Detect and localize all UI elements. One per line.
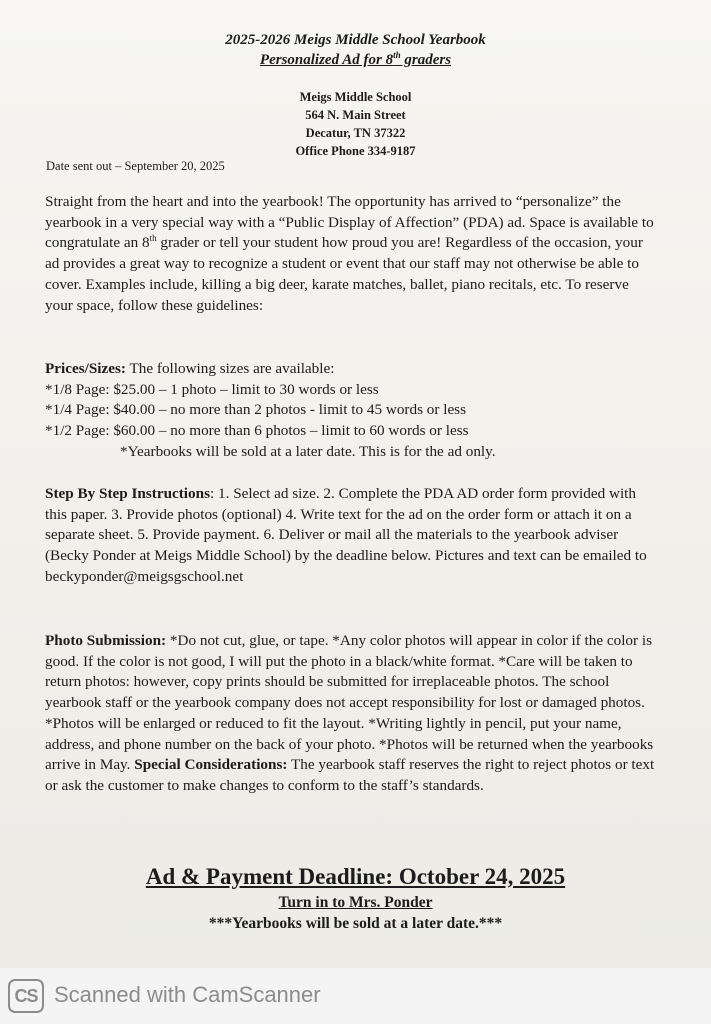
intro-paragraph [45, 192, 655, 316]
steps-text: : 1. Select ad size. 2. Complete the PDA AD order form provided with this paper. 3. Provide photos (optional) 4. Write text for the ad on the order form or attach it on a separate sheet. 5. Provide payment. 6. Deliver or mail all the materials to the yearbook adviser (Becky Ponder at Meigs Middle School) by the deadline below. Pictures and text can be emailed to beckyponder@meigsgschool.net [45, 485, 647, 585]
photos-text: *Do not cut, glue, or tape. *Any color photos will appear in color if the color is good. If the color is not good, I will put the photo in a black/white format. *Care will be taken to return photos: however, copy prints should be submitted for irreplaceable photos. The school yearbook staff or the yearbook company does not accept responsibility for lost or damaged photos. *Photos will be enlarged or reduced to fit the layout. *Writing lightly in pencil, put your name, address, and phone number on the back of your photo. *Photos will be returned when the yearbooks arrive in May. [45, 632, 654, 774]
sold-later-notice: ***Yearbooks will be sold at a later date.*** [208, 915, 503, 932]
subtitle-text: Personalized Ad for 8 [259, 52, 394, 68]
price-item-quarter: *1/4 Page: $40.00 – no more than 2 photos - limit to 45 words or less [45, 401, 467, 419]
special-considerations-label: Special Considerations: [134, 756, 288, 774]
photo-submission-section [45, 631, 655, 797]
document-title: 2025-2026 Meigs Middle School Yearbook [225, 32, 486, 48]
subtitle-ordinal: th [393, 50, 401, 60]
deadline-heading: Ad & Payment Deadline: October 24, 2025 [145, 864, 566, 889]
photos-label: Photo Submission: [45, 632, 167, 649]
school-street: 564 N. Main Street [305, 108, 406, 122]
prices-section [45, 359, 655, 463]
special-considerations-text: The yearbook staff reserves the right to reject photos or text or ask the customer to make changes to conform to the staff’s standards. [45, 756, 655, 794]
subtitle-tail: graders [400, 52, 452, 68]
prices-heading [45, 359, 655, 380]
intro-text-1: Straight from the heart and into the yearbook! The opportunity has arrived to “personalize” the yearbook in a very special way with a “Public Display of Affection” (PDA) ad. Space is available to congratulate an 8 [45, 193, 654, 252]
camscanner-watermark: Scanned with CamScanner [54, 982, 321, 1007]
steps-label: Step By Step Instructions [45, 485, 210, 502]
turn-in-notice: Turn in to Mrs. Ponder [278, 894, 433, 911]
school-city: Decatur, TN 37322 [305, 126, 406, 140]
school-address [0, 88, 711, 160]
intro-text-2: grader or tell your student how proud you are! Regardless of the occasion, your ad provides a great way to recognize a student or event that our staff may not otherwise be able to cover. Examples include, killing a big deer, karate matches, ballet, piano recitals, etc. To reserve your space, follow these guidelines: [45, 234, 643, 314]
date-sent: Date sent out – September 20, 2025 [46, 159, 225, 173]
prices-note: *Yearbooks will be sold at a later date. This is for the ad only. [120, 442, 496, 460]
school-phone: Office Phone 334-9187 [295, 144, 416, 158]
school-name: Meigs Middle School [299, 90, 412, 104]
price-item-half: *1/2 Page: $60.00 – no more than 6 photos – limit to 60 words or less [45, 422, 469, 440]
camscanner-logo-icon: CS [8, 979, 44, 1013]
steps-section [45, 484, 655, 588]
prices-intro: The following sizes are available: [125, 360, 335, 377]
prices-label: Prices/Sizes: [45, 360, 126, 377]
intro-ordinal: th [149, 233, 157, 244]
document-subtitle [0, 52, 711, 69]
price-item-eighth: *1/8 Page: $25.00 – 1 photo – limit to 30 words or less [45, 380, 379, 398]
